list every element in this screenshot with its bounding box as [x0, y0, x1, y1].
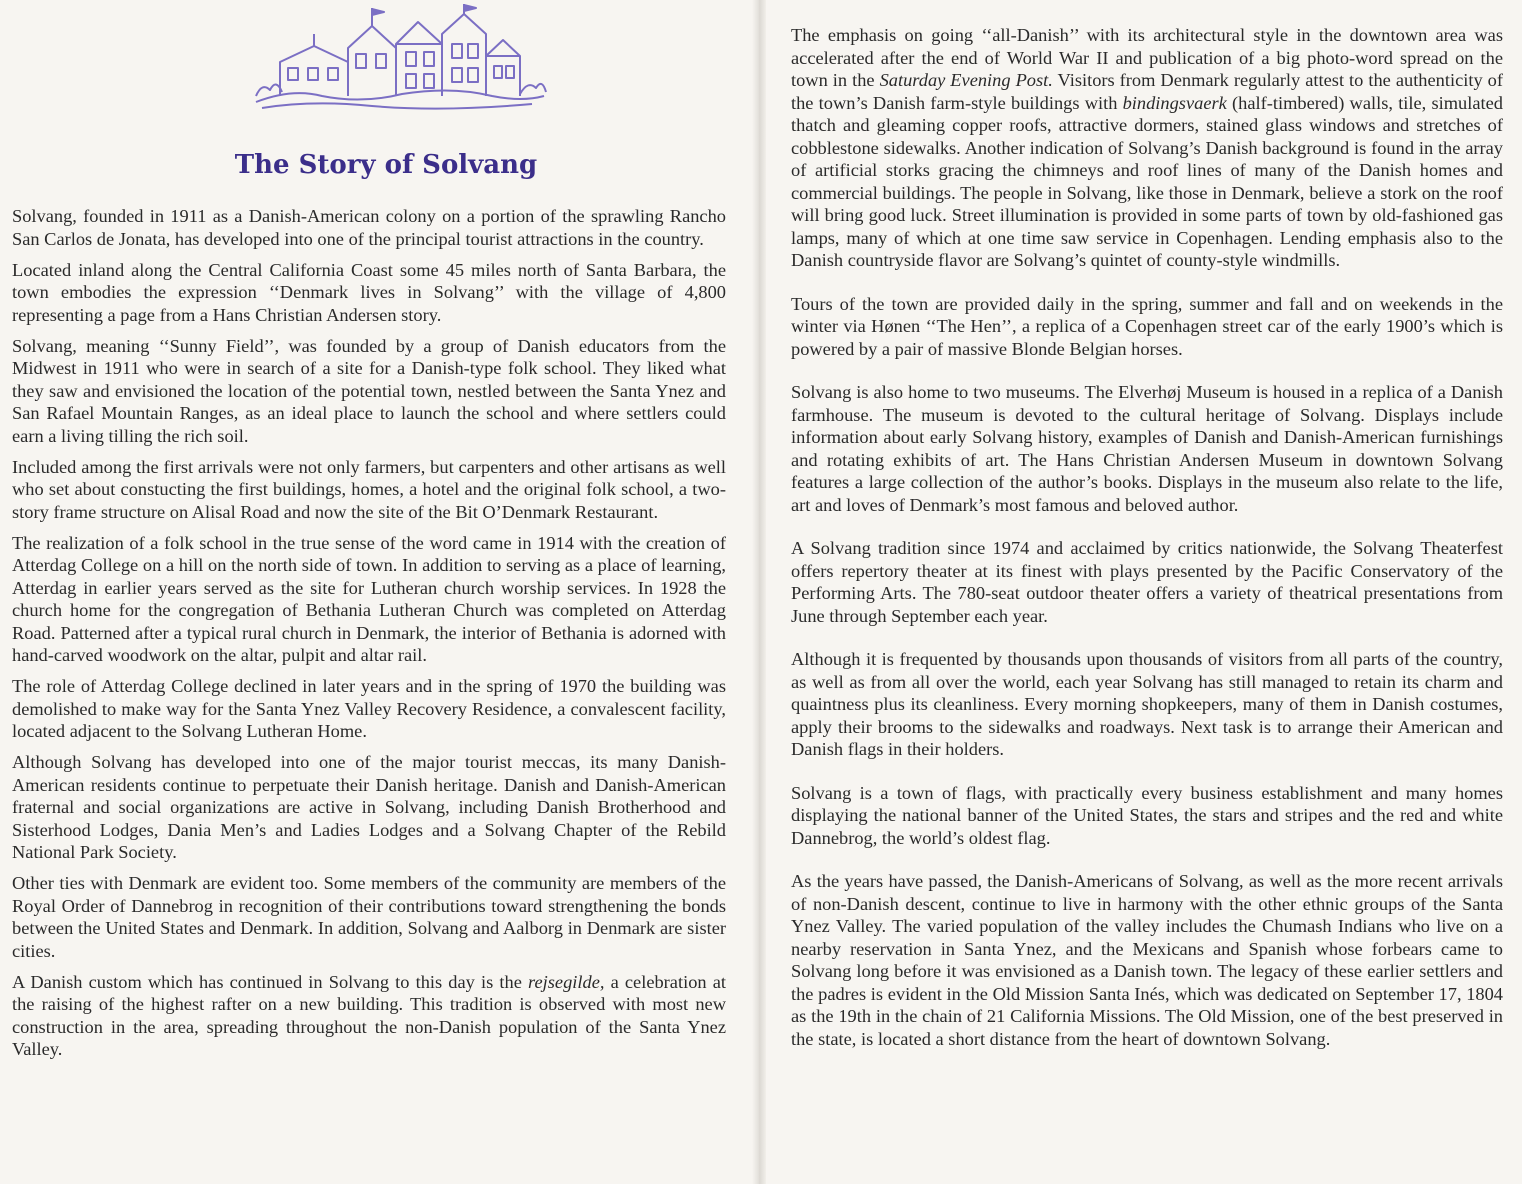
paragraph: Although it is frequented by thousands upon thousands of visitors from all parts of the country, as well as from all over the world, each year Solvang has still managed to retain its charm and quaintness plus its cleanliness. Every morning shopkeepers, many of them in Danish costumes, apply their brooms to the sidewalks and roadways. Next task is to arrange their American and Danish flags in their holders.	[791, 649, 1503, 759]
paragraph: Solvang is also home to two museums. The Elverhøj Museum is housed in a replica of a Danish farmhouse. The museum is devoted to the cultural heritage of Solvang. Displays include information about early Solvang history, examples of Danish and Danish-American furnishings and rotating exhibits of art. The Hans Christian Andersen Museum in downtown Solvang features a large collection of the author’s books. Displays in the museum also relate to the life, art and loves of Denmark’s most famous and beloved author.	[791, 382, 1503, 515]
page-fold	[752, 0, 766, 1184]
text-run: (half-timbered) walls, tile, simulated thatch and gleaming copper roofs, attractive dormers, stained glass windows and stretches of cobblestone sidewalks. Another indication of Solvang’s Danish background is found in the array of artificial storks gracing the chimneys and roof lines of many of the Danish homes and commercial buildings. The people in Solvang, like those in Denmark, believe a stork on the roof will bring good luck. Street illumination is provided in some parts of town by old-fashioned gas lamps, many of which at one time saw service in Copenhagen. Lending emphasis also to the Danish countryside flavor are Solvang’s quintet of county-style windmills.	[791, 92, 1503, 270]
header	[12, 0, 726, 205]
left-column	[12, 0, 726, 1069]
text-run: A Danish custom which has continued in Solvang to this day is the	[12, 971, 529, 992]
paragraph: Solvang, founded in 1911 as a Danish-American colony on a portion of the sprawling Rancho San Carlos de Jonata, has developed into one of the principal tourist attractions in the country.	[12, 206, 726, 249]
solvang-building-icon	[252, 4, 548, 114]
paragraph: Included among the first arrivals were not only farmers, but carpenters and other artisans as well who set about constucting the first buildings, homes, a hotel and the original folk school, a two-story frame structure on Alisal Road and now the site of the Bit O’Denmark Restaurant.	[12, 456, 726, 522]
paragraph: A Solvang tradition since 1974 and acclaimed by critics nationwide, the Solvang Theaterfest offers repertory theater at its finest with plays presented by the Pacific Conservatory of the Performing Arts. The 780-seat outdoor theater offers a variety of theatrical presentations from June through September each year.	[791, 538, 1503, 626]
text-run: Visitors from Denmark regularly attest to the authenticity of the town’s Danish farm-style buildings with	[791, 70, 1503, 113]
right-column	[791, 0, 1503, 1071]
paragraph: The realization of a folk school in the true sense of the word came in 1914 with the creation of Atterdag College on a hill on the north side of town. In addition to serving as a place of learning, Atterdag in earlier years served as the site for Lutheran church worship services. In 1928 the church home for the congregation of Bethania Lutheran Church was completed on Atterdag Road. Patterned after a typical rural church in Denmark, the interior of Bethania is adorned with hand-carved woodwork on the altar, pulpit and altar rail.	[12, 532, 726, 665]
paragraph: The role of Atterdag College declined in later years and in the spring of 1970 the building was demolished to make way for the Santa Ynez Valley Recovery Residence, a convalescent facility, located adjacent to the Solvang Lutheran Home.	[12, 676, 726, 741]
paragraph: Solvang, meaning ‘‘Sunny Field’’, was founded by a group of Danish educators from the Midwest in 1911 who were in search of a site for a Danish-type folk school. They liked what they saw and envisioned the location of the potential town, nestled between the Santa Ynez and San Rafael Mountain Ranges, as an ideal place to launch the school and where settlers could earn a living tilling the rich soil.	[12, 335, 726, 446]
paragraph	[12, 971, 726, 1061]
paragraph: Tours of the town are provided daily in the spring, summer and fall and on weekends in the winter via Hønen ‘‘The Hen’’, a replica of a Copenhagen street car of the early 1900’s which is powered by a pair of massive Blonde Belgian horses.	[791, 293, 1503, 359]
paragraph	[791, 0, 1503, 272]
paragraph: Located inland along the Central California Coast some 45 miles north of Santa Barbara, the town embodies the expression ‘‘Denmark lives in Solvang’’ with the village of 4,800 representing a page from a Hans Christian Andersen story.	[12, 259, 726, 325]
paragraph: Although Solvang has developed into one of the major tourist meccas, its many Danish-American residents continue to perpetuate their Danish heritage. Danish and Danish-American fraternal and social organizations are active in Solvang, including Danish Brotherhood and Sisterhood Lodges, Dania Men’s and Ladies Lodges and a Solvang Chapter of the Rebild National Park Society.	[12, 752, 726, 862]
italic-term: rejsegilde,	[528, 971, 605, 992]
italic-term: Saturday Evening Post.	[879, 70, 1053, 90]
page-title: The Story of Solvang	[234, 150, 538, 180]
paragraph: Solvang is a town of flags, with practically every business establishment and many homes displaying the national banner of the United States, the stars and stripes and the red and white Dannebrog, the world’s oldest flag.	[791, 782, 1503, 848]
text-run: a celebration at the raising of the highest rafter on a new building. This tradition is observed with most new construction in the area, spreading throughout the non-Danish population of the Santa Ynez Valley.	[12, 971, 726, 1059]
paragraph: Other ties with Denmark are evident too. Some members of the community are members of the Royal Order of Dannebrog in recognition of their contributions toward strengthening the bonds between the United States and Denmark. In addition, Solvang and Aalborg in Denmark are sister cities.	[12, 873, 726, 961]
text-run: The emphasis on going ‘‘all-Danish’’ with its architectural style in the downtown area was accelerated after the end of World War II and publication of a big photo-word spread on the town in the	[791, 25, 1503, 90]
paragraph: As the years have passed, the Danish-Americans of Solvang, as well as the more recent arrivals of non-Danish descent, continue to live in harmony with the other ethnic groups of the Santa Ynez Valley. The varied population of the valley includes the Chumash Indians who live on a nearby reservation in Santa Ynez, and the Mexicans and Spanish whose forbears came to Solvang long before it was envisioned as a Danish town. The legacy of these earlier settlers and the padres is evident in the Old Mission Santa Inés, which was dedicated on September 17, 1804 as the 19th in the chain of 21 California Missions. The Old Mission, one of the best preserved in the state, is located a short distance from the heart of downtown Solvang.	[791, 871, 1503, 1049]
italic-term: bindingsvaerk	[1122, 92, 1227, 113]
